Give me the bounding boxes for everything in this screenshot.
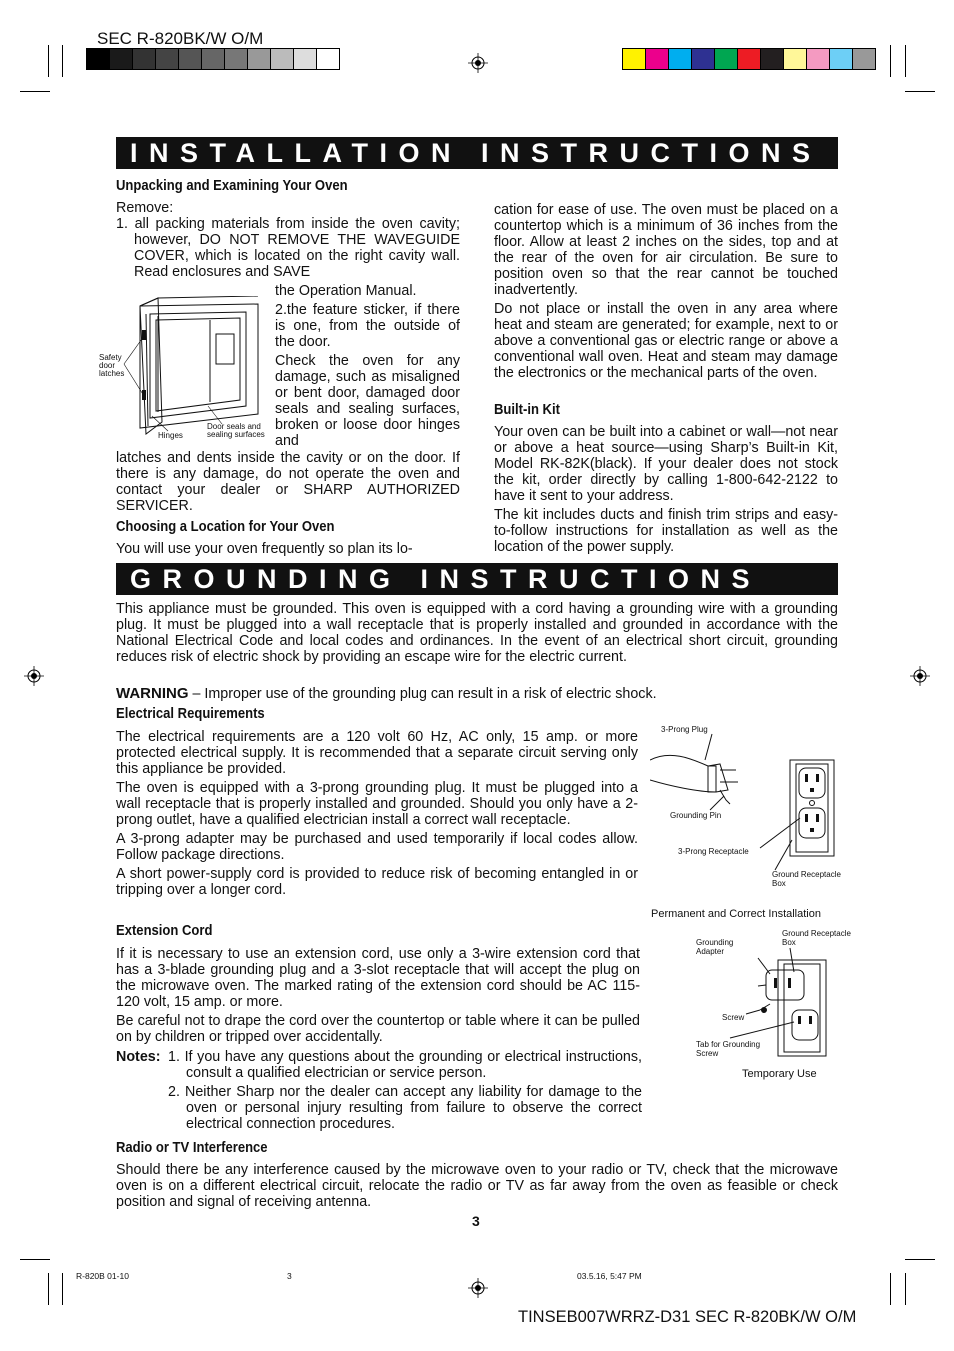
unpacking-text-right (275, 283, 460, 449)
gray-swatch (294, 49, 317, 69)
registration-mark-icon (910, 666, 930, 686)
tab-label: Tab for Grounding Screw (696, 1040, 761, 1058)
builtin-heading: Built-in Kit (494, 402, 560, 418)
warning-text: – Improper use of the grounding plug can result in a risk of electric shock. (188, 686, 657, 702)
gray-swatch (248, 49, 271, 69)
adapter-label: Grounding Adapter (696, 938, 734, 956)
latches-label: Safety door latches (99, 353, 125, 378)
color-swatch (646, 49, 669, 69)
radio-heading: Radio or TV Interference (116, 1140, 268, 1156)
plug-label: 3-Prong Plug (661, 725, 708, 734)
installation-title: INSTALLATION INSTRUCTIONS (116, 137, 838, 169)
choosing-heading: Choosing a Location for Your Oven (116, 519, 335, 535)
note-2: 2. Neither Sharp nor the dealer can accept any liability for damage to the oven or personal injury resulting from failure to observe the correct electrical connection procedures. (168, 1084, 642, 1132)
choosing-text-start: You will use your oven frequently so plan its lo- (116, 541, 413, 557)
crop-mark (905, 91, 935, 92)
screw-label: Screw (722, 1013, 745, 1022)
color-swatch (807, 49, 830, 69)
gray-swatch (317, 49, 339, 69)
electrical-paragraph-1: The electrical requirements are a 120 volt 60 Hz, AC only, 15 amp. or more protected electrical supply. It is recommended that a separate circuit serving only this appliance be provided. (116, 729, 638, 777)
crop-mark (48, 45, 49, 77)
color-swatch (692, 49, 715, 69)
gray-swatch (87, 49, 110, 69)
builtin-paragraph-1: Your oven can be built into a cabinet or wall—not near or above a heat source—using Sharp’s Built-in Kit, Model RK-82K(black). If your dealer does not stock the kit, order directly by calling 1-800-642-2122 to have it sent to your address. (494, 424, 838, 504)
note-1: 1. If you have any questions about the grounding or electrical instructions, consult a qualified electrician or service person. (168, 1049, 642, 1081)
grounding-intro: This appliance must be grounded. This oven is equipped with a cord having a grounding wire with a grounding plug. It must be plugged into a wall receptacle that is properly installed and grounded in accordance with the National Electrical Code and local codes and ordinances. In the event of an electrical short circuit, grounding reduces risk of electric shock by providing an escape wire for the electric current. (116, 601, 838, 665)
electrical-paragraph-4: A short power-supply cord is provided to reduce risk of becoming entangled in or tripping over a longer cord. (116, 866, 638, 898)
footer-doc-id: TINSEB007WRRZ-D31 SEC R-820BK/W O/M (518, 1308, 857, 1326)
page-number: 3 (472, 1213, 480, 1229)
remove-label: Remove: (116, 200, 174, 216)
radio-text: Should there be any interference caused by the microwave oven to your radio or TV, check that the microwave oven is on a different electrical circuit, relocate the radio or TV as far away from the oven as feasible or check position and signal of receiving antenna. (116, 1162, 838, 1210)
choosing-paragraph-1: cation for ease of use. The oven must be placed on a countertop which is a minimum of 36 inches from the floor. Allow at least 2 inches on the sides, top and at the rear of the oven for air circulation. Be sure to position oven so that the rear cannot be touched inadvertently. (494, 202, 838, 298)
gray-swatch (156, 49, 179, 69)
gray-swatch (202, 49, 225, 69)
unpacking-text (116, 200, 460, 280)
header-model: SEC R-820BK/W O/M (97, 29, 264, 48)
color-swatch (784, 49, 807, 69)
crop-mark (890, 1273, 891, 1305)
gray-swatch (271, 49, 294, 69)
box-label-2: Ground Receptacle Box (782, 929, 851, 947)
crop-mark (890, 45, 891, 77)
footer-page-small: 3 (287, 1271, 292, 1281)
electrical-paragraph-3: A 3-prong adapter may be purchased and used temporarily if local codes allow. Follow package directions. (116, 831, 638, 863)
crop-mark (62, 1273, 63, 1305)
builtin-text (494, 424, 838, 555)
extension-heading: Extension Cord (116, 923, 213, 939)
grounding-title: GROUNDING INSTRUCTIONS (116, 563, 838, 595)
crop-mark (905, 1273, 906, 1305)
hinges-label: Hinges (158, 431, 183, 440)
registration-mark-icon (24, 666, 44, 686)
footer-date: 03.5.16, 5:47 PM (577, 1271, 642, 1281)
color-calibration-bar (622, 48, 876, 70)
color-swatch (715, 49, 738, 69)
extension-paragraph-2: Be careful not to drape the cord over the countertop or table where it can be pulled on by children or tripped over accidentally. (116, 1013, 640, 1045)
remove-item-1: 1. all packing materials from inside the oven cavity; however, DO NOT REMOVE THE WAVEGUIDE COVER, which is located on the right cavity wall. Read enclosures and SAVE (116, 216, 460, 280)
crop-mark (905, 1259, 935, 1260)
notes (116, 1049, 642, 1132)
temporary-caption: Temporary Use (742, 1068, 817, 1080)
check-text-continued: latches and dents inside the cavity or on the door. If there is any damage, do not operate the oven and contact your dealer or SHARP AUTHORIZED SERVICER. (116, 450, 460, 514)
crop-mark (62, 45, 63, 77)
warning-label: WARNING (116, 685, 189, 702)
grounding-pin-label: Grounding Pin (670, 811, 722, 820)
remove-item-2: 2.the feature sticker, if there is one, from the outside of the door. (275, 302, 460, 350)
crop-mark (48, 1273, 49, 1305)
color-swatch (853, 49, 875, 69)
electrical-heading: Electrical Requirements (116, 706, 265, 722)
electrical-text (116, 729, 638, 898)
box-label: Ground Receptacle Box (772, 870, 841, 888)
remove-item-1-end: the Operation Manual. (275, 283, 417, 299)
crop-mark (20, 1259, 50, 1260)
extension-text (116, 946, 640, 1045)
footer-code: R-820B 01-10 (76, 1271, 129, 1281)
registration-mark-icon (468, 53, 488, 73)
registration-mark-icon (468, 1278, 488, 1298)
gray-swatch (225, 49, 248, 69)
color-swatch (761, 49, 784, 69)
notes-label: Notes: (116, 1049, 161, 1065)
gray-swatch (110, 49, 133, 69)
gray-swatch (179, 49, 202, 69)
crop-mark (905, 45, 906, 77)
check-text: Check the oven for any damage, such as misaligned or bent door, damaged door seals and sealing surfaces, broken or loose door hinges and (275, 353, 460, 449)
warning-line (116, 686, 838, 702)
extension-paragraph-1: If it is necessary to use an extension cord, use only a 3-wire extension cord that has a 3-blade grounding plug and a 3-slot receptacle that will accept the plug on the microwave oven. The marked rating of the extension cord should be AC 115-120 volt, 15 amp. or more. (116, 946, 640, 1010)
gray-calibration-bar (86, 48, 340, 70)
permanent-caption: Permanent and Correct Installation (651, 908, 821, 920)
seals-label: Door seals and sealing surfaces (207, 422, 265, 439)
gray-swatch (133, 49, 156, 69)
builtin-paragraph-2: The kit includes ducts and finish trim strips and easy-to-follow instructions for installation as well as the location of the power supply. (494, 507, 838, 555)
receptacle-label: 3-Prong Receptacle (678, 847, 749, 856)
electrical-paragraph-2: The oven is equipped with a 3-prong grounding plug. It must be plugged into a wall receptacle that is properly installed and grounded. Should you only have a 2-prong outlet, have a qualified electrician install a correct wall receptacle. (116, 780, 638, 828)
choosing-text-continued (494, 202, 838, 381)
color-swatch (830, 49, 853, 69)
crop-mark (20, 91, 50, 92)
choosing-paragraph-2: Do not place or install the oven in any area where heat and steam are generated; for example, next to or above a conventional gas or electric range or above a conventional wall oven. Heat and steam may damage the electronics or the mechanical parts of the oven. (494, 301, 838, 381)
color-swatch (738, 49, 761, 69)
color-swatch (623, 49, 646, 69)
unpacking-heading: Unpacking and Examining Your Oven (116, 178, 348, 194)
color-swatch (669, 49, 692, 69)
